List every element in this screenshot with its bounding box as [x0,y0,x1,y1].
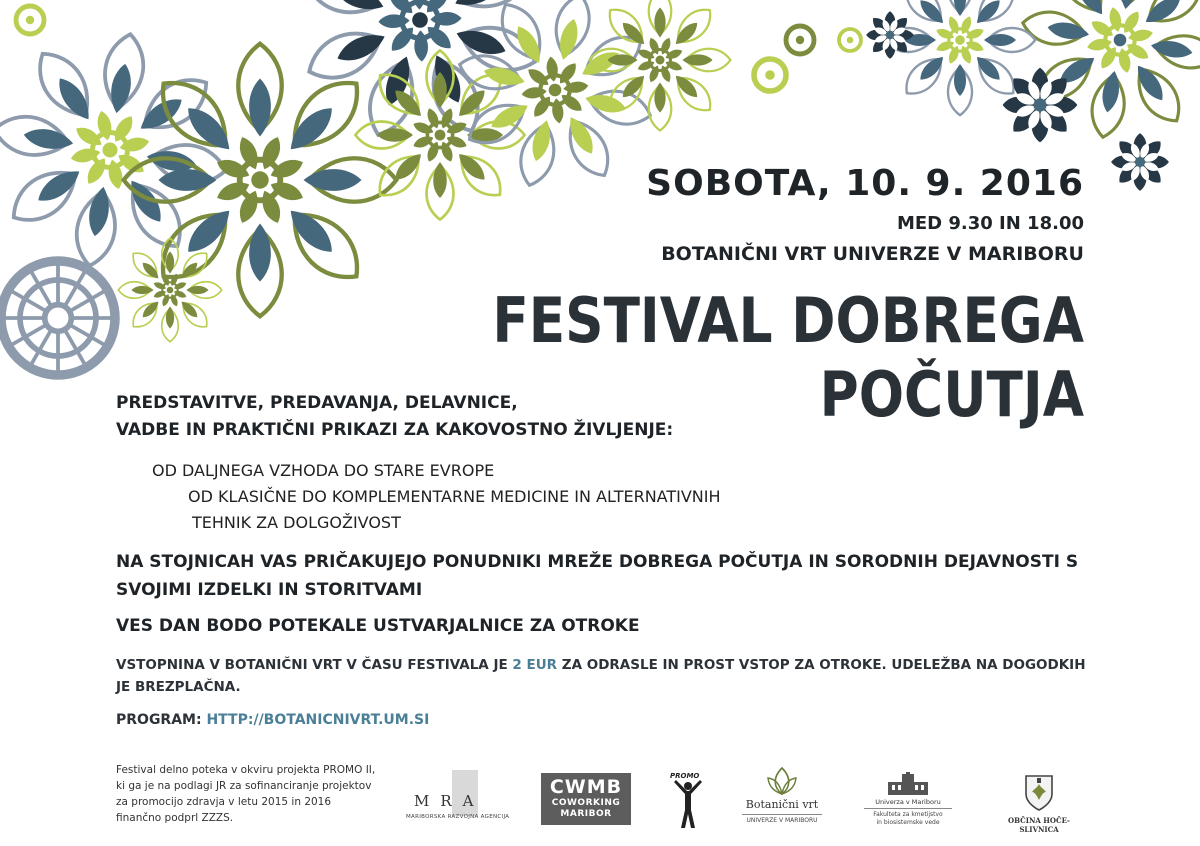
ring-ornament [786,26,814,54]
topic-item: OD DALJNEGA VZHODA DO STARE EVROPE [152,461,495,480]
entry-text-before: VSTOPNINA V BOTANIČNI VRT V ČASU FESTIVALA JE [116,657,513,673]
faculty-name [858,811,958,827]
university-name: Univerza v Mariboru [875,798,941,806]
mra-logo-subtitle: MARIBORSKA RAZVOJNA AGENCIJA [406,814,510,820]
coat-of-arms-icon [1024,774,1054,812]
entry-text-after: ZA ODRASLE IN PROST VSTOP ZA OTROKE. UDELEŽBA NA DOGODKIH JE BREZPLAČNA. [116,657,1086,695]
divider [864,808,952,809]
cwmb-logo [541,773,631,825]
university-building-icon [886,772,930,796]
promo-logo-word: PROMO [670,772,700,780]
cwmb-logo-line1: COWORKING [551,798,621,808]
mra-logo-letters: MRA [414,792,485,810]
intro-text [116,390,673,444]
stalls-text: NA STOJNICAH VAS PRIČAKUJEJO PONUDNIKI MREŽE DOBREGA POČUTJA IN SORODNIH DEJAVNOSTI S SVOJIMI IZDELKI IN STORITVAMI [116,552,1079,600]
topics-list [116,458,721,536]
festival-title-line1: FESTIVAL DOBREGA [492,284,1084,357]
intro-line2: VADBE IN PRAKTIČNI PRIKAZI ZA KAKOVOSTNO ŽIVLJENJE: [116,420,674,440]
intro-line1: PREDSTAVITVE, PREDAVANJA, DELAVNICE, [116,393,518,413]
ring-ornament [16,6,44,34]
university-faculty-logo [858,772,958,830]
event-date: SOBOTA, 10. 9. 2016 [646,163,1084,204]
star-ornament [866,11,914,59]
divider [742,814,822,815]
cwmb-logo-title: CWMB [549,776,623,798]
hoce-slivnica-name: OBČINA HOČE-SLIVNICA [1008,816,1070,834]
botanical-garden-logo [738,764,826,830]
cwmb-logo-line2: MARIBOR [560,809,612,819]
wheel-ornament [1,261,115,375]
event-time: MED 9.30 IN 18.00 [896,213,1084,234]
hoce-slivnica-logo [992,774,1086,834]
program-line [116,712,429,728]
star-ornament [1003,68,1078,143]
leaf-icon [767,766,797,796]
program-label: PROGRAM: [116,712,207,728]
botanical-garden-name: Botanični vrt [745,798,819,811]
event-venue: BOTANIČNI VRT UNIVERZE V MARIBORU [661,243,1084,265]
flower-ornament [118,238,221,341]
program-link[interactable]: HTTP://BOTANICNIVRT.UM.SI [206,712,430,728]
faculty-name-line1: Fakulteta za kmetijstvo [873,811,943,818]
ring-ornament [754,59,786,91]
botanical-garden-subtitle: UNIVERZE V MARIBORU [746,817,818,824]
person-icon [668,772,708,830]
faculty-name-line2: in biosistemske vede [876,819,940,826]
entry-fee-text [116,654,1096,698]
mra-logo [406,770,510,830]
topic-item: TEHNIK ZA DOLGOŽIVOST [192,513,401,532]
funding-note: Festival delno poteka v okviru projekta PROMO II, ki ga je na podlagi JR za sofinanciranje projektov za promocijo zdravja v letu 2015 in 2016 finančno podprl ZZZS. [116,764,376,824]
kids-workshops-text: VES DAN BODO POTEKALE USTVARJALNICE ZA OTROKE [116,616,640,636]
entry-price: 2 EUR [512,657,558,673]
festival-title-line2: POČUTJA [819,358,1084,431]
topic-item: OD KLASIČNE DO KOMPLEMENTARNE MEDICINE IN ALTERNATIVNIH [188,487,721,506]
ring-ornament [839,29,861,51]
star-ornament [1111,133,1169,191]
promo-logo [668,772,708,830]
